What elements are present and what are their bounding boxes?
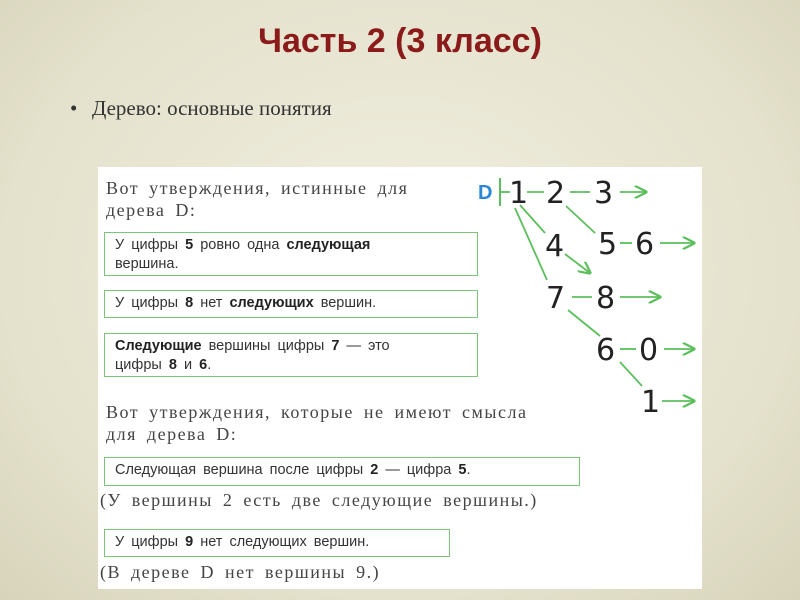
note-5: (В дереве D нет вершины 9.)	[100, 562, 381, 582]
node-6-upper: 6	[635, 227, 655, 262]
edge-2-5	[566, 206, 595, 233]
node-4: 4	[545, 229, 565, 264]
node-1-leaf: 1	[641, 385, 661, 420]
node-0: 0	[639, 333, 659, 368]
nonsense-heading-line2: для дерева D:	[106, 424, 238, 444]
node-2: 2	[546, 176, 566, 211]
statement-box-1: У цифры 5 ровно одна следующая вершина.	[104, 232, 478, 276]
bullet-text: Дерево: основные понятия	[92, 96, 332, 120]
node-7: 7	[546, 281, 566, 316]
edge-4-arrow	[565, 254, 590, 273]
statement-box-3: Следующие вершины цифры 7 — это цифры 8 и 6.	[104, 333, 478, 377]
node-6-lower: 6	[596, 333, 616, 368]
tree-label: D	[478, 182, 493, 204]
slide-title: Часть 2 (3 класс)	[258, 22, 542, 60]
note-4: (У вершины 2 есть две следующие вершины.)	[100, 490, 538, 510]
statement-box-2: У цифры 8 нет следующих вершин.	[104, 290, 478, 318]
edge-1-7	[515, 208, 547, 280]
true-heading-line1: Вот утверждения, истинные для	[106, 178, 409, 198]
true-heading-line2: дерева D:	[106, 200, 197, 220]
statement-box-4: Следующая вершина после цифры 2 — цифра 5.	[104, 457, 580, 486]
node-8: 8	[596, 281, 616, 316]
bullet-dot: •	[70, 96, 78, 120]
nonsense-heading-line1: Вот утверждения, которые не имеют смысла	[106, 402, 528, 422]
node-1: 1	[509, 176, 529, 211]
node-3: 3	[594, 176, 614, 211]
statement-box-5: У цифры 9 нет следующих вершин.	[104, 529, 450, 557]
node-5: 5	[598, 227, 618, 262]
